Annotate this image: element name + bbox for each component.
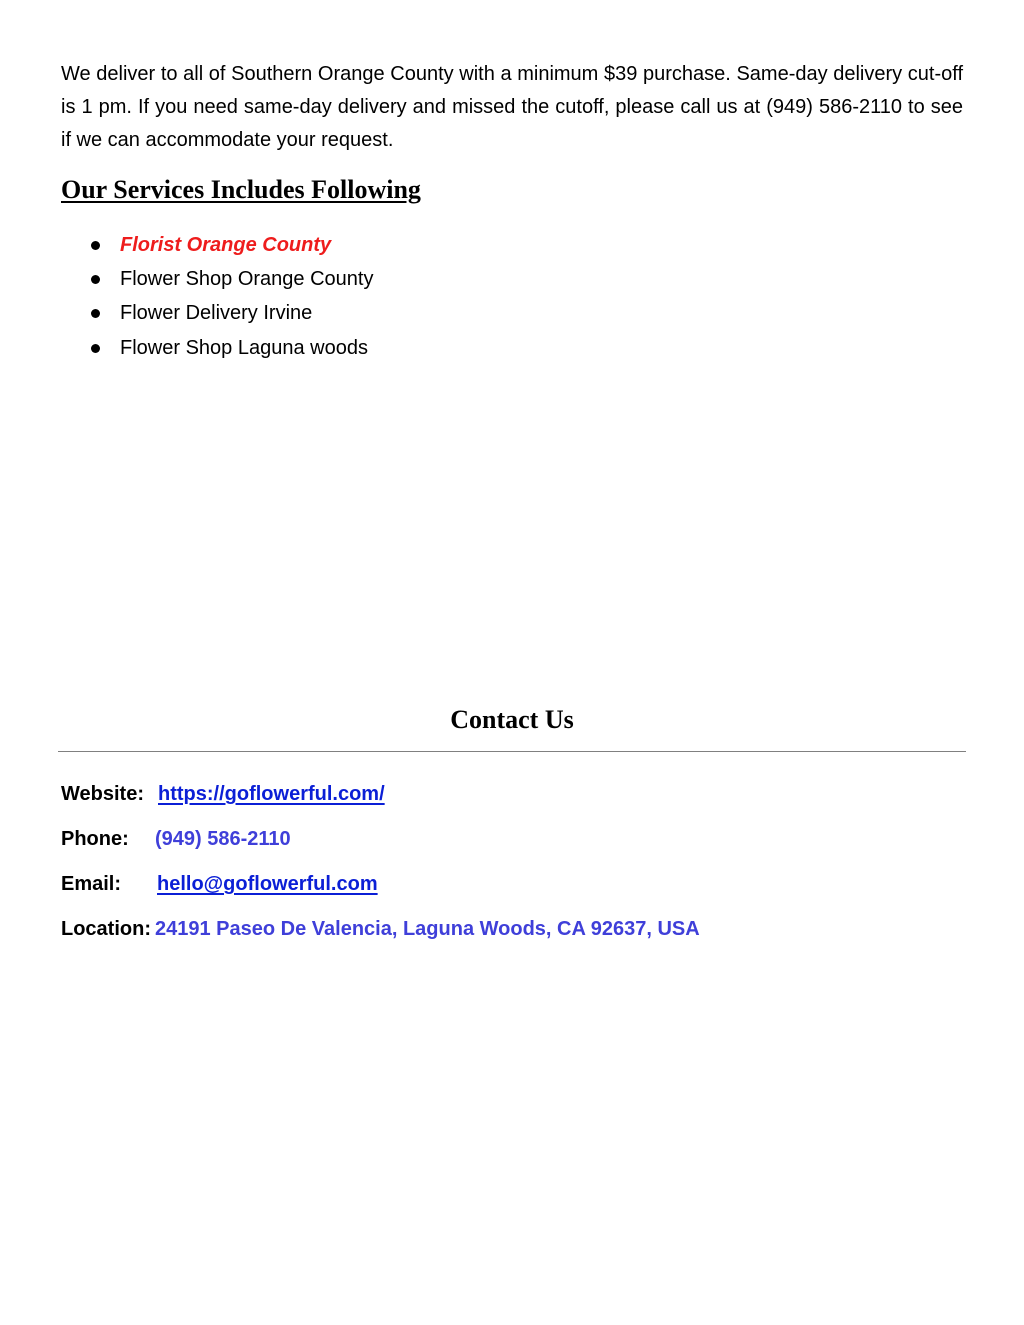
contact-location-row (61, 916, 700, 942)
website-label: Website: (61, 783, 144, 805)
phone-label: Phone: (61, 828, 129, 850)
contact-heading: Contact Us (450, 705, 574, 734)
list-item (90, 297, 373, 331)
service-item-label: Flower Shop Orange County (120, 267, 374, 290)
service-item-label: Flower Shop Laguna woods (120, 336, 368, 359)
email-link[interactable]: hello@goflowerful.com (157, 873, 378, 895)
location-address: 24191 Paseo De Valencia, Laguna Woods, CA 92637, USA (155, 918, 700, 940)
contact-divider (58, 751, 966, 752)
list-item (90, 262, 373, 296)
service-link-florist-orange-county[interactable]: Florist Orange County (120, 233, 332, 256)
list-item[interactable] (90, 228, 373, 262)
services-heading: Our Services Includes Following (61, 175, 421, 204)
contact-phone-row (61, 826, 291, 852)
location-label: Location: (61, 918, 151, 940)
intro-paragraph: We deliver to all of Southern Orange County with a minimum $39 purchase. Same-day delivery cut-off is 1 pm. If you need same-day delivery and missed the cutoff, please call us at (949) 586-2110 to see if we can accommodate your request. (61, 63, 963, 151)
phone-number: (949) 586-2110 (155, 828, 291, 850)
bullet-icon (91, 241, 100, 250)
bullet-icon (91, 344, 100, 353)
email-label: Email: (61, 873, 122, 895)
bullet-icon (91, 275, 100, 284)
website-link[interactable]: https://goflowerful.com/ (158, 783, 385, 805)
services-list (90, 228, 373, 365)
bullet-icon (91, 309, 100, 318)
service-item-label: Flower Delivery Irvine (120, 302, 313, 325)
contact-email-row (61, 871, 378, 897)
list-item (90, 331, 373, 365)
contact-website-row (61, 781, 385, 807)
